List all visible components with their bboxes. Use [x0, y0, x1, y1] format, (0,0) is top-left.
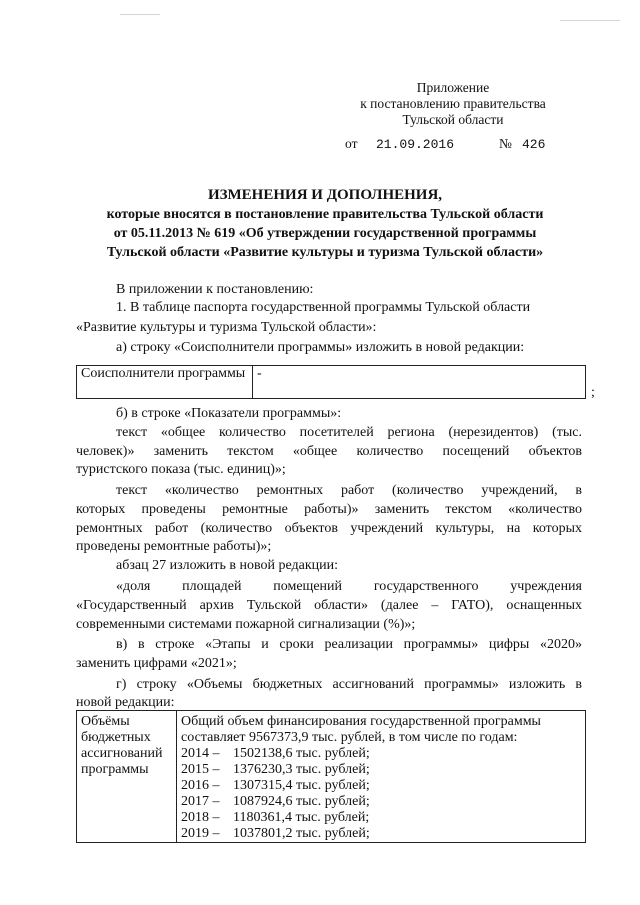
budget-year-row — [181, 810, 581, 826]
text2-line-2: которых проведены ремонтные работы)» заменить текстом «количество — [76, 502, 582, 517]
budget-year-row — [181, 826, 581, 842]
year-label: 2019 – — [181, 826, 220, 841]
header-line-2: к постановлению правительства — [360, 96, 546, 111]
budget-content-cell — [177, 711, 586, 843]
year-amount: 1502138,6 тыс. рублей; — [233, 746, 370, 761]
scan-artifact — [120, 14, 160, 15]
quote-line-2: «Государственный архив Тульской области» (далее – ГАТО), оснащенных — [76, 598, 582, 613]
title-line-1: ИЗМЕНЕНИЯ И ДОПОЛНЕНИЯ, — [207, 187, 443, 203]
text1-line-1: текст «общее количество посетителей региона (нерезидентов) (тыс. — [116, 425, 582, 440]
year-label: 2015 – — [181, 762, 220, 777]
para27-text: абзац 27 изложить в новой редакции: — [116, 558, 339, 573]
from-label: от — [345, 136, 358, 151]
header-line-3: Тульской области — [402, 112, 504, 127]
budget-label-cell — [77, 711, 177, 843]
document-title — [60, 186, 590, 262]
budget-label-line: программы — [81, 762, 149, 777]
coexecutors-table — [76, 365, 586, 399]
budget-year-row — [181, 762, 581, 778]
item-a-text: а) строку «Соисполнители программы» изложить в новой редакции: — [116, 340, 525, 355]
year-label: 2017 – — [181, 794, 220, 809]
budget-year-row — [181, 778, 581, 794]
title-line-4: Тульской области «Развитие культуры и туризма Тульской области» — [106, 245, 544, 260]
quote-line-1: «доля площадей помещений государственного учреждения — [116, 579, 582, 594]
year-label: 2014 – — [181, 746, 220, 761]
decree-number: 426 — [522, 137, 546, 152]
budget-label-line: бюджетных — [81, 730, 151, 745]
text1-line-3: туристского показа (тыс. единиц)»; — [76, 462, 286, 477]
intro-text: В приложении к постановлению: — [116, 282, 314, 297]
year-amount: 1307315,4 тыс. рублей; — [233, 778, 370, 793]
text1-line-2: человек)» заменить текстом «общее количество посещений объектов — [76, 444, 582, 459]
item1-line-2: «Развитие культуры и туризма Тульской области»: — [76, 320, 377, 335]
quote-line-3: современными системами пожарной сигнализации (%)»; — [76, 617, 416, 632]
budget-table — [76, 710, 586, 843]
title-line-3: от 05.11.2013 № 619 «Об утверждении государственной программы — [113, 226, 537, 241]
year-label: 2018 – — [181, 810, 220, 825]
year-amount: 1087924,6 тыс. рублей; — [233, 794, 370, 809]
budget-label-line: ассигнований — [81, 746, 163, 761]
item-v-line-1: в) в строке «Этапы и сроки реализации программы» цифры «2020» — [116, 637, 582, 652]
text2-line-4: проведены ремонтные работы)»; — [76, 539, 272, 554]
year-amount: 1037801,2 тыс. рублей; — [233, 826, 370, 841]
appendix-header — [338, 80, 568, 128]
budget-year-row — [181, 746, 581, 762]
year-label: 2016 – — [181, 778, 220, 793]
year-amount: 1180361,4 тыс. рублей; — [233, 810, 370, 825]
budget-total-line-2: составляет 9567373,9 тыс. рублей, в том числе по годам: — [181, 730, 518, 745]
number-label: № — [499, 136, 512, 151]
text2-line-1: текст «количество ремонтных работ (количество учреждений, в — [116, 483, 582, 498]
text2-line-3: ремонтных работ (количество объектов учреждений культуры, на которых — [76, 521, 582, 536]
item1-line-1: 1. В таблице паспорта государственной программы Тульской области — [116, 300, 531, 315]
item-v-line-2: заменить цифрами «2021»; — [76, 656, 237, 671]
title-line-2: которые вносятся в постановление правительства Тульской области — [106, 207, 544, 222]
item-g-line-1: г) строку «Объемы бюджетных ассигнований программы» изложить в — [116, 677, 582, 692]
coexecutors-label: Соисполнители программы — [77, 366, 253, 399]
year-amount: 1376230,3 тыс. рублей; — [233, 762, 370, 777]
decree-date: 21.09.2016 — [376, 137, 455, 152]
table1-suffix: ; — [591, 385, 595, 400]
scan-artifact — [560, 20, 620, 21]
budget-year-row — [181, 794, 581, 810]
item-b-text: б) в строке «Показатели программы»: — [116, 406, 342, 421]
header-line-1: Приложение — [416, 80, 490, 95]
coexecutors-value: - — [253, 366, 586, 399]
item-g-line-2: новой редакции: — [76, 695, 175, 710]
budget-total-line-1: Общий объем финансирования государственной программы — [181, 714, 541, 729]
budget-label-line: Объёмы — [81, 714, 130, 729]
